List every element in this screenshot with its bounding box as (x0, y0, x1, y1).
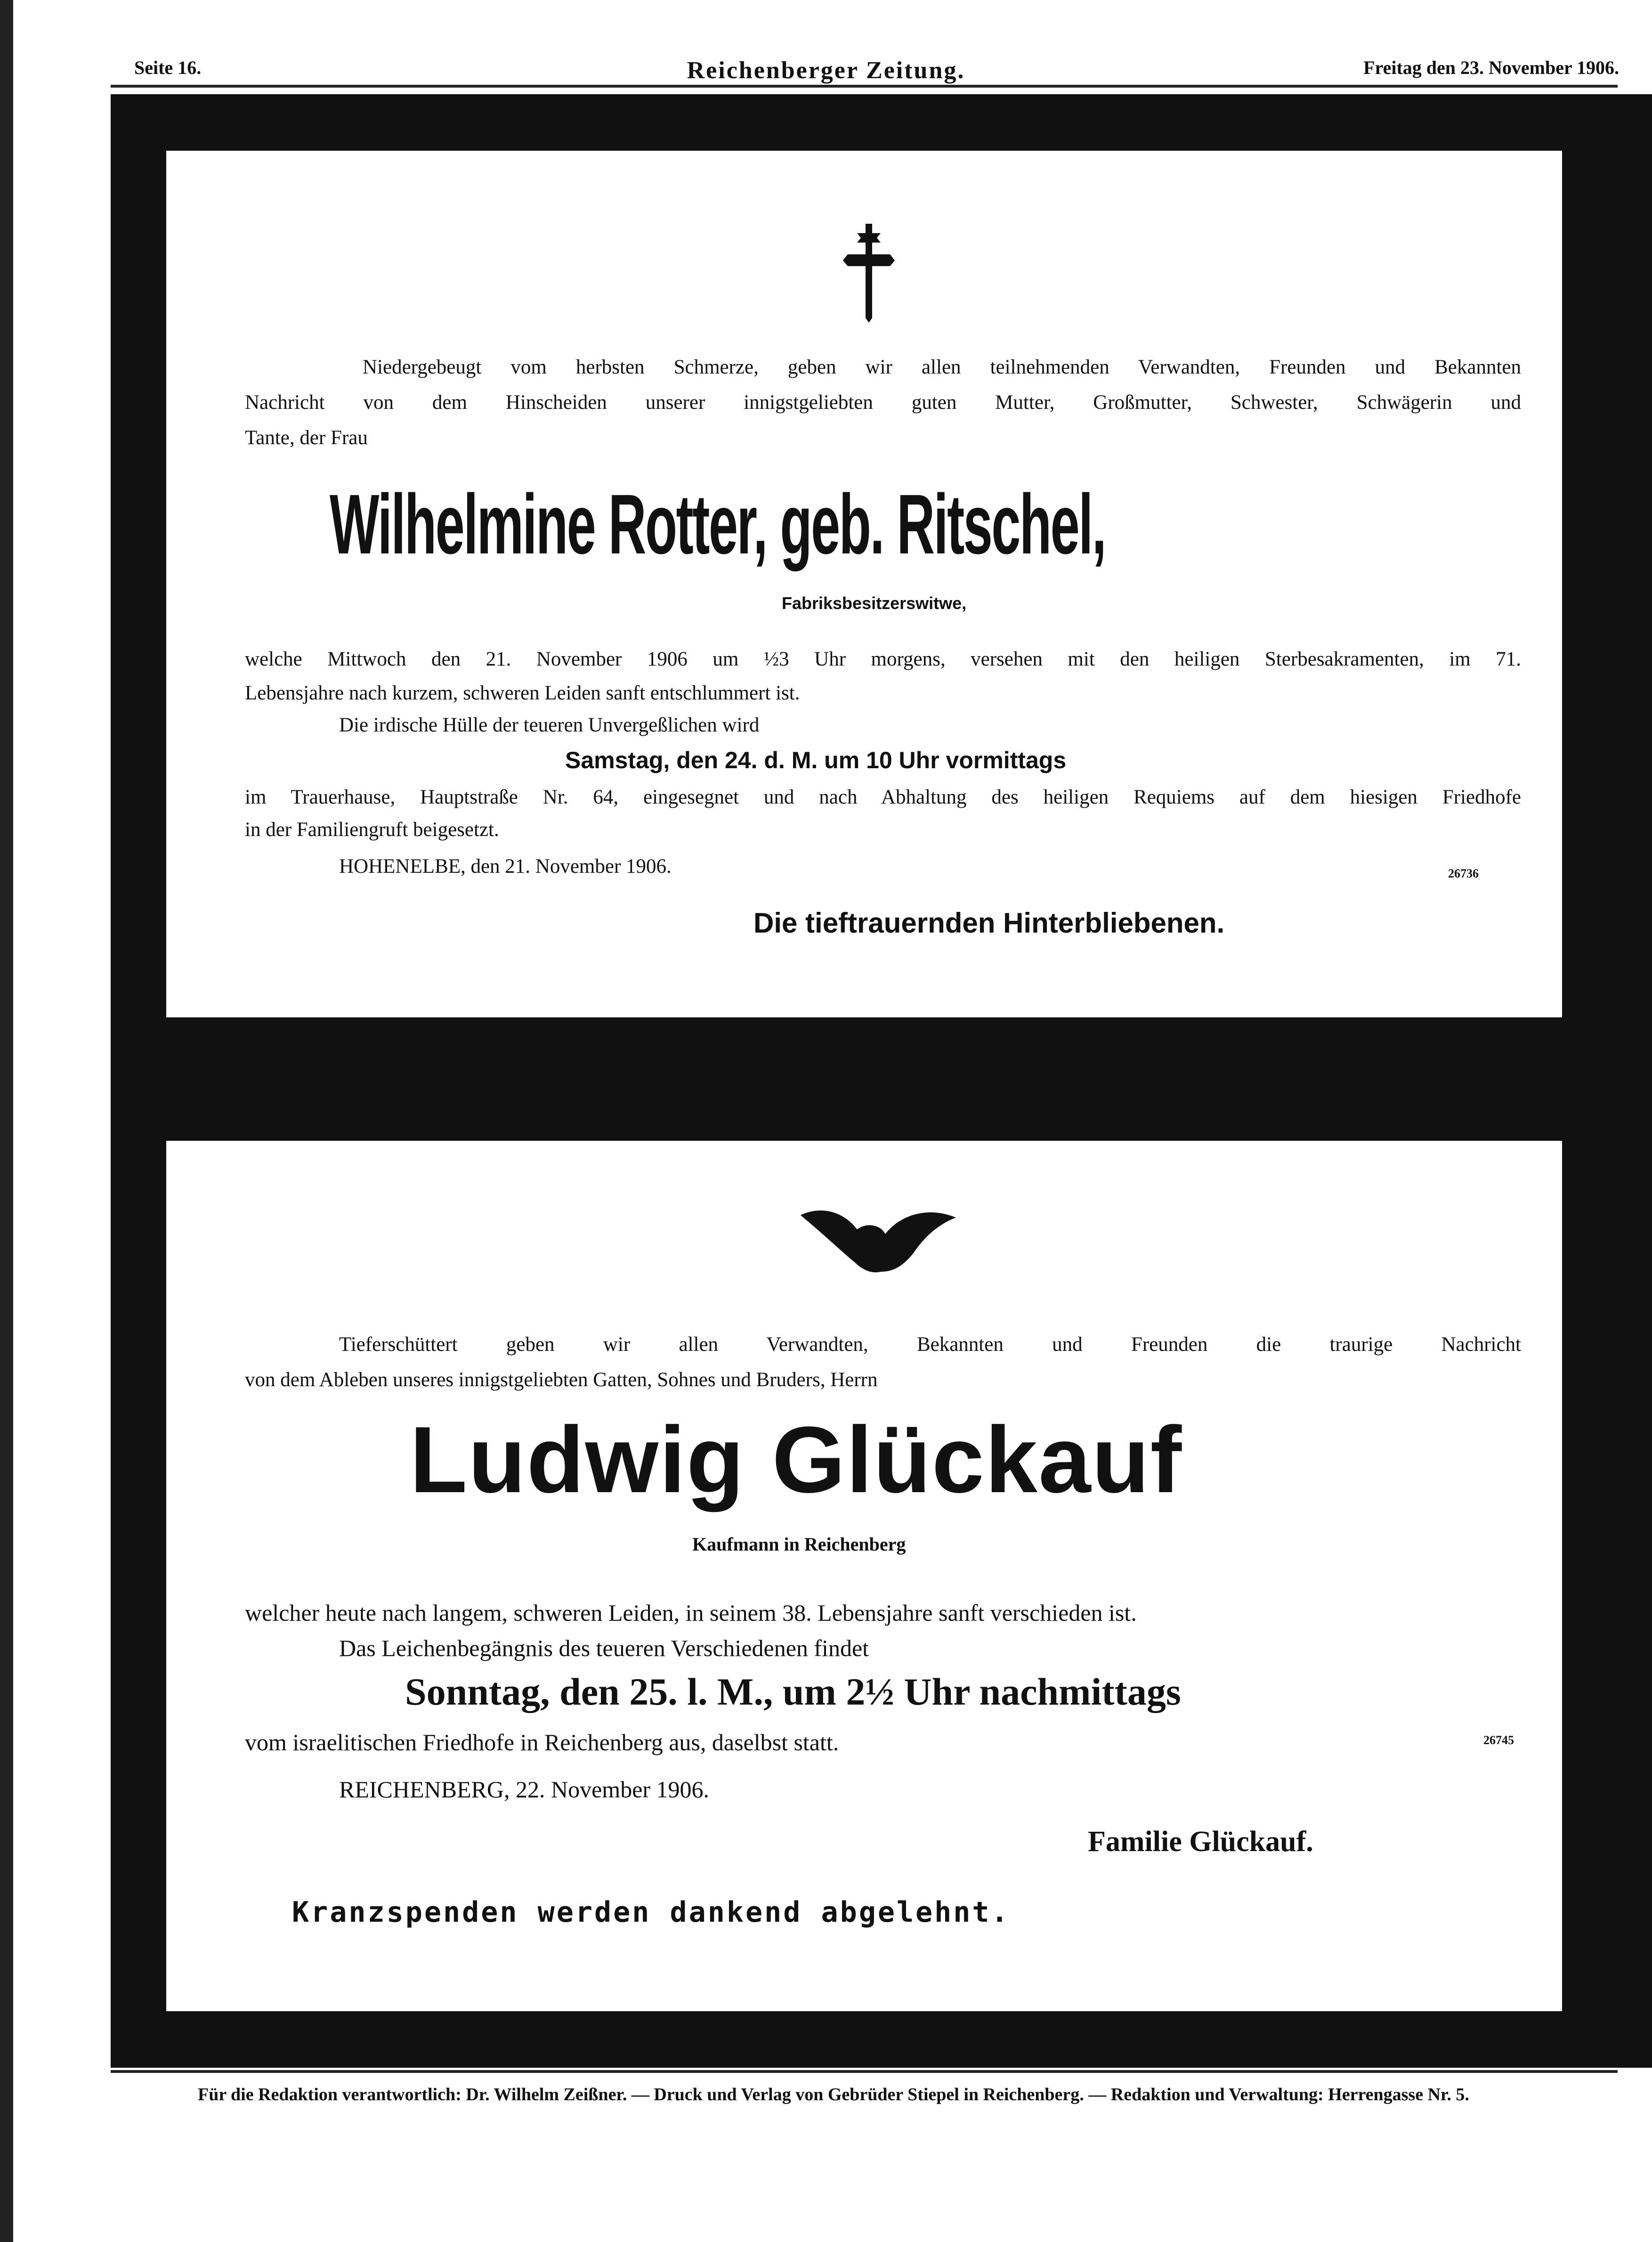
deceased-name: Wilhelmine Rotter, geb. Ritschel, (330, 477, 1106, 572)
intro-line-1: Niedergebeugt vom herbsten Schmerze, geben wir allen teilnehmenden Verwandten, Freunden und Bekannten (363, 356, 1521, 378)
imprint: Für die Redaktion verantwortlich: Dr. Wilhelm Zeißner. — Druck und Verlag von Gebrüder Stiepel in Reichenberg. — Redaktion und Verwaltung: Herrengasse Nr. 5. (198, 2085, 1469, 2104)
deceased-title: Kaufmann in Reichenberg (692, 1534, 906, 1555)
reference-number: 26736 (1448, 867, 1479, 880)
intro-line-3: Tante, der Frau (245, 427, 368, 449)
body-line-4: im Trauerhause, Hauptstraße Nr. 64, eingesegnet und nach Abhaltung des heiligen Requiems auf dem hiesigen Friedhofe (245, 786, 1521, 808)
body-line-1: welche Mittwoch den 21. November 1906 um ½3 Uhr morgens, versehen mit den heiligen Sterbesakramenten, im 71. (245, 648, 1521, 670)
page-number: Seite 16. (134, 57, 202, 78)
reference-number: 26745 (1483, 1733, 1514, 1747)
wreath-note: Kranzspenden werden dankend abgelehnt. (292, 1896, 1010, 1929)
cross-icon (843, 224, 895, 323)
intro-line-2: Nachricht von dem Hinscheiden unserer innigstgeliebten guten Mutter, Großmutter, Schwester, Schwägerin und (245, 391, 1521, 414)
issue-date: Freitag den 23. November 1906. (1363, 57, 1619, 78)
mourning-bird-icon (801, 1206, 956, 1276)
frame-separator (111, 1017, 1618, 1088)
header-rule (111, 85, 1618, 88)
signature: Familie Glückauf. (1088, 1826, 1313, 1858)
signature: Die tieftrauernden Hinterbliebenen. (753, 907, 1225, 939)
newspaper-title: Reichenberger Zeitung. (687, 57, 965, 84)
funeral-date: Samstag, den 24. d. M. um 10 Uhr vormittags (565, 747, 1067, 773)
scan-edge (0, 0, 13, 2242)
body-line-2: Lebensjahre nach kurzem, schweren Leiden sanft entschlummert ist. (245, 682, 800, 704)
body-line-2: Das Leichenbegängnis des teueren Verschiedenen findet (339, 1635, 869, 1661)
body-line-1: welcher heute nach langem, schweren Leiden, in seinem 38. Lebensjahre sanft verschieden ist. (245, 1600, 1137, 1626)
place-date: HOHENELBE, den 21. November 1906. (339, 855, 672, 877)
body-line-3: Die irdische Hülle der teueren Unvergeßlichen wird (339, 714, 760, 736)
intro-line-2: von dem Ableben unseres innigstgeliebten Gatten, Sohnes und Bruders, Herrn (245, 1369, 878, 1391)
place-date: REICHENBERG, 22. November 1906. (339, 1776, 710, 1803)
body-line-3: vom israelitischen Friedhofe in Reichenberg aus, daselbst statt. (245, 1729, 839, 1755)
right-border (1617, 94, 1652, 2068)
body-line-5: in der Familiengruft beigesetzt. (245, 819, 499, 841)
intro-line-1: Tieferschüttert geben wir allen Verwandten, Bekannten und Freunden die traurige Nachricht (339, 1333, 1521, 1356)
funeral-date: Sonntag, den 25. l. M., um 2½ Uhr nachmittags (405, 1670, 1181, 1713)
footer-rule (111, 2070, 1618, 2073)
deceased-title: Fabriksbesitzerswitwe, (782, 593, 967, 613)
deceased-name: Ludwig Glückauf (410, 1407, 1183, 1512)
